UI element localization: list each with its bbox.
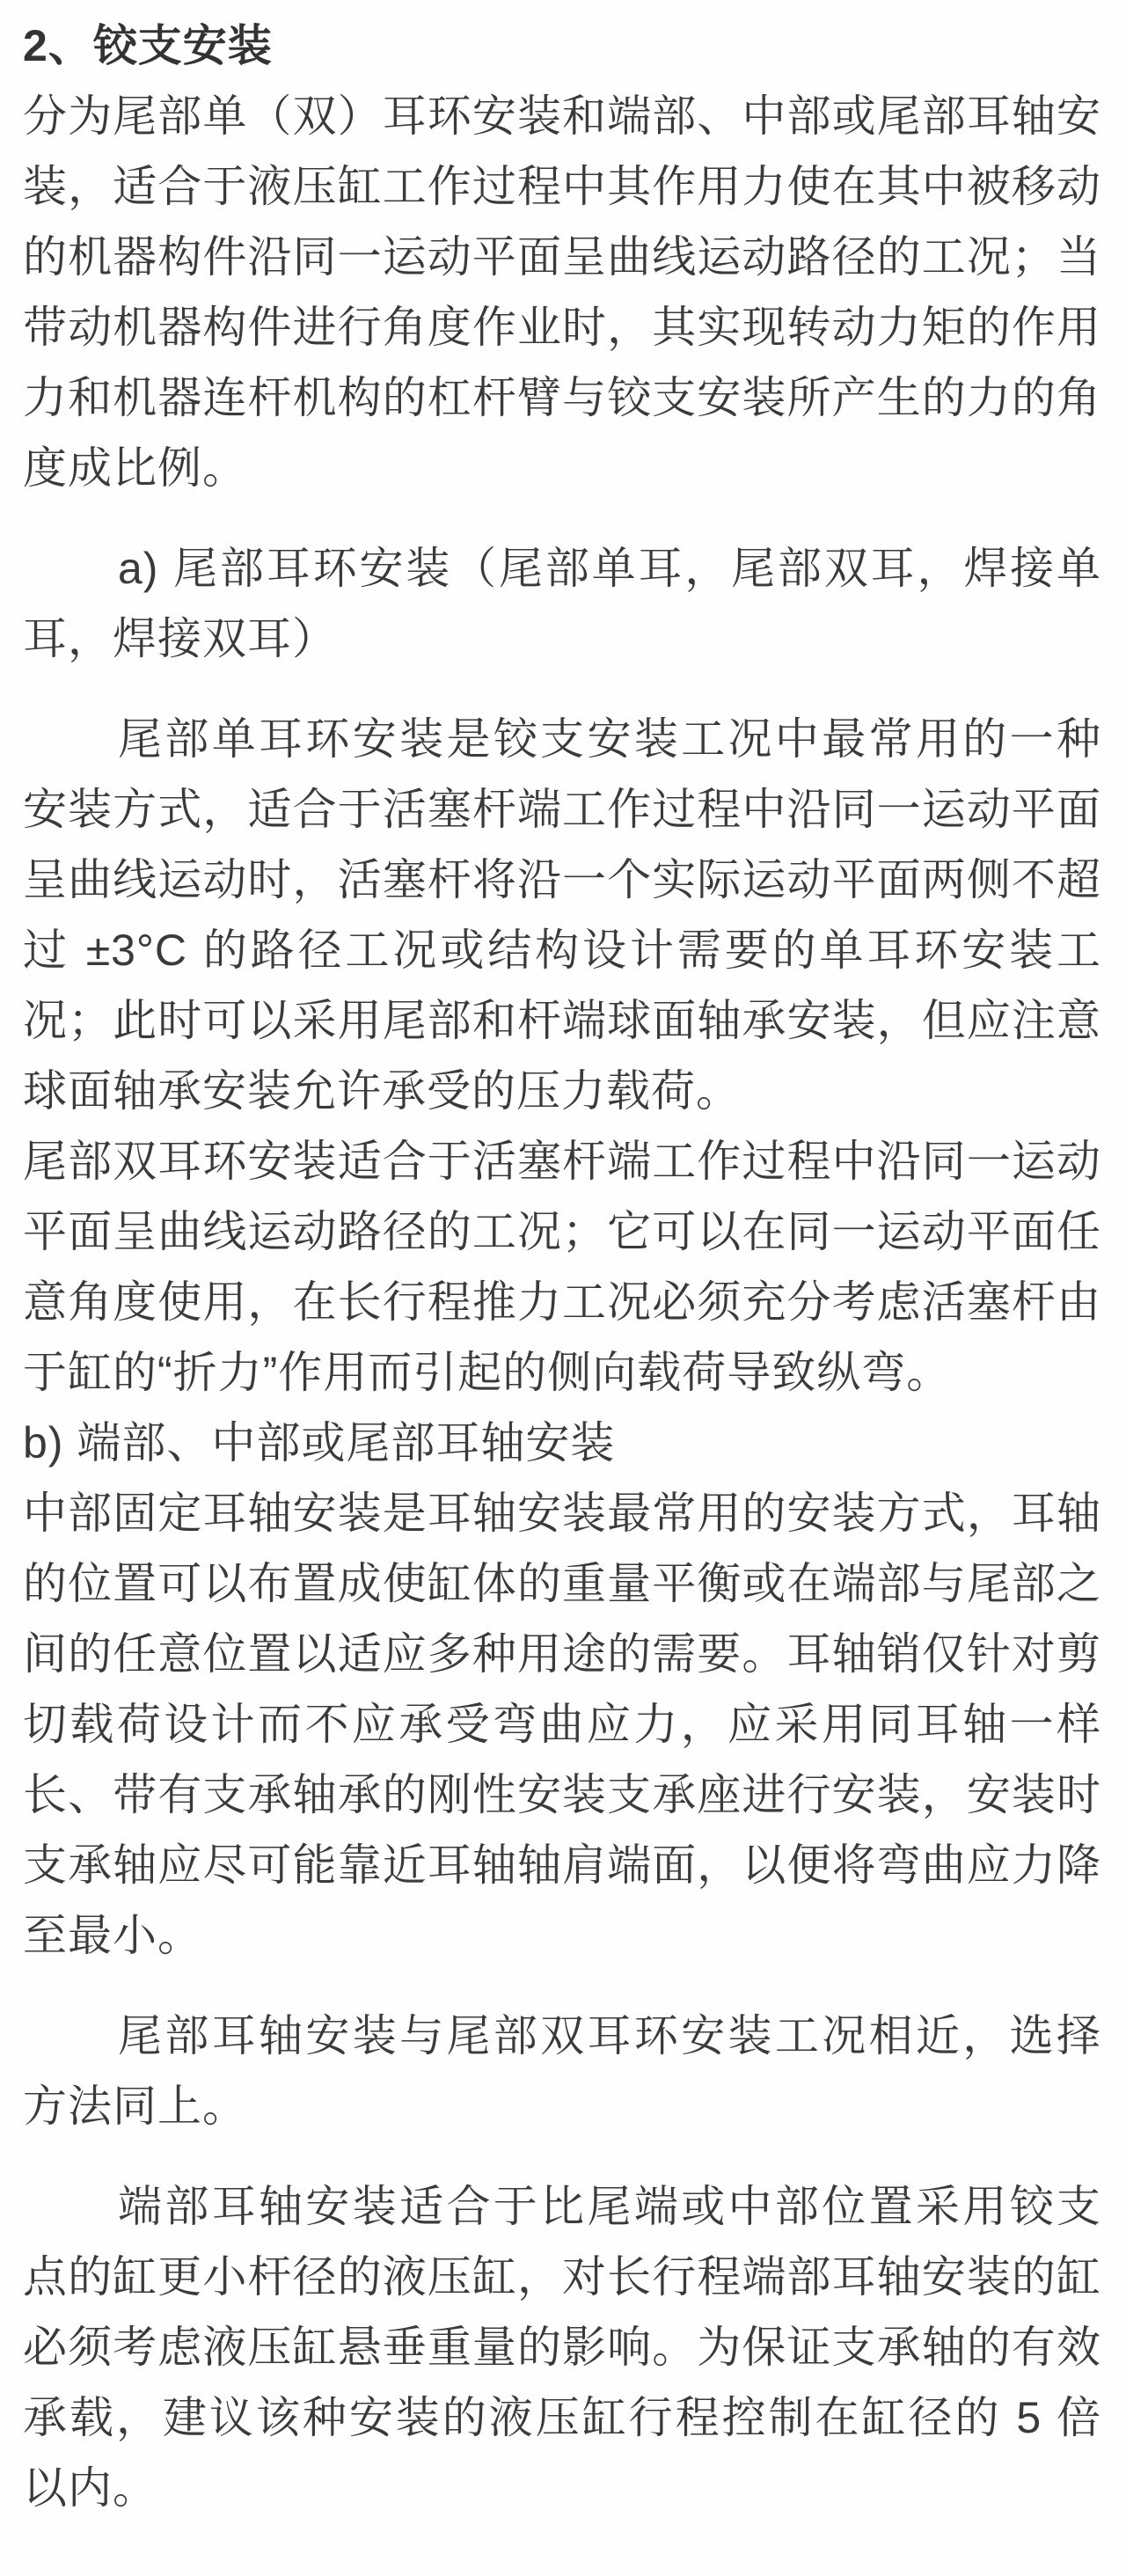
paragraph-tail-trunnion: 尾部耳轴安装与尾部双耳环安装工况相近，选择方法同上。 bbox=[23, 2011, 1101, 2131]
paragraph-mid-trunnion: 中部固定耳轴安装是耳轴安装最常用的安装方式，耳轴的位置可以布置成使缸体的重量平衡或在端部与尾部之间的任意位置以适应多种用途的需要。耳轴销仅针对剪切载荷设计而不应承受弯曲应力，应采用同耳轴一样长、带有支承轴承的刚性安装支承座进行安装，安装时支承轴应尽可能靠近耳轴轴肩端面，以便将弯曲应力降至最小。 bbox=[23, 1489, 1101, 1960]
paragraph-a-heading: a) 尾部耳环安装（尾部单耳，尾部双耳，焊接单耳，焊接双耳） bbox=[23, 544, 1101, 663]
page-title: 2、铰支安装 bbox=[23, 21, 273, 70]
paragraph-tail-single-eye: 尾部单耳环安装是铰支安装工况中最常用的一种安装方式，适合于活塞杆端工作过程中沿同一运动平面呈曲线运动时，活塞杆将沿一个实际运动平面两侧不超过 ±3°C 的路径工况或结构设计需要的单耳环安装工况；此时可以采用尾部和杆端球面轴承安装，但应注意球面轴承安装允许承受的压力载荷。 bbox=[23, 714, 1101, 1116]
paragraph-tail-double-eye: 尾部双耳环安装适合于活塞杆端工作过程中沿同一运动平面呈曲线运动路径的工况；它可以在同一运动平面任意角度使用，在长行程推力工况必须充分考虑活塞杆由于缸的“折力”作用而引起的侧向载荷导致纵弯。 bbox=[23, 1137, 1101, 1397]
paragraph-intro: 分为尾部单（双）耳环安装和端部、中部或尾部耳轴安装，适合于液压缸工作过程中其作用力使在其中被移动的机器构件沿同一运动平面呈曲线运动路径的工况；当带动机器构件进行角度作业时，其实现转动力矩的作用力和机器连杆机构的杠杆臂与铰支安装所产生的力的角度成比例。 bbox=[23, 91, 1101, 493]
paragraph-end-trunnion: 端部耳轴安装适合于比尾端或中部位置采用铰支点的缸更小杆径的液压缸，对长行程端部耳轴安装的缸必须考虑液压缸悬垂重量的影响。为保证支承轴的有效承载，建议该种安装的液压缸行程控制在缸径的 5 倍以内。 bbox=[23, 2182, 1101, 2513]
paragraph-b-heading: b) 端部、中部或尾部耳轴安装 bbox=[23, 1418, 616, 1467]
